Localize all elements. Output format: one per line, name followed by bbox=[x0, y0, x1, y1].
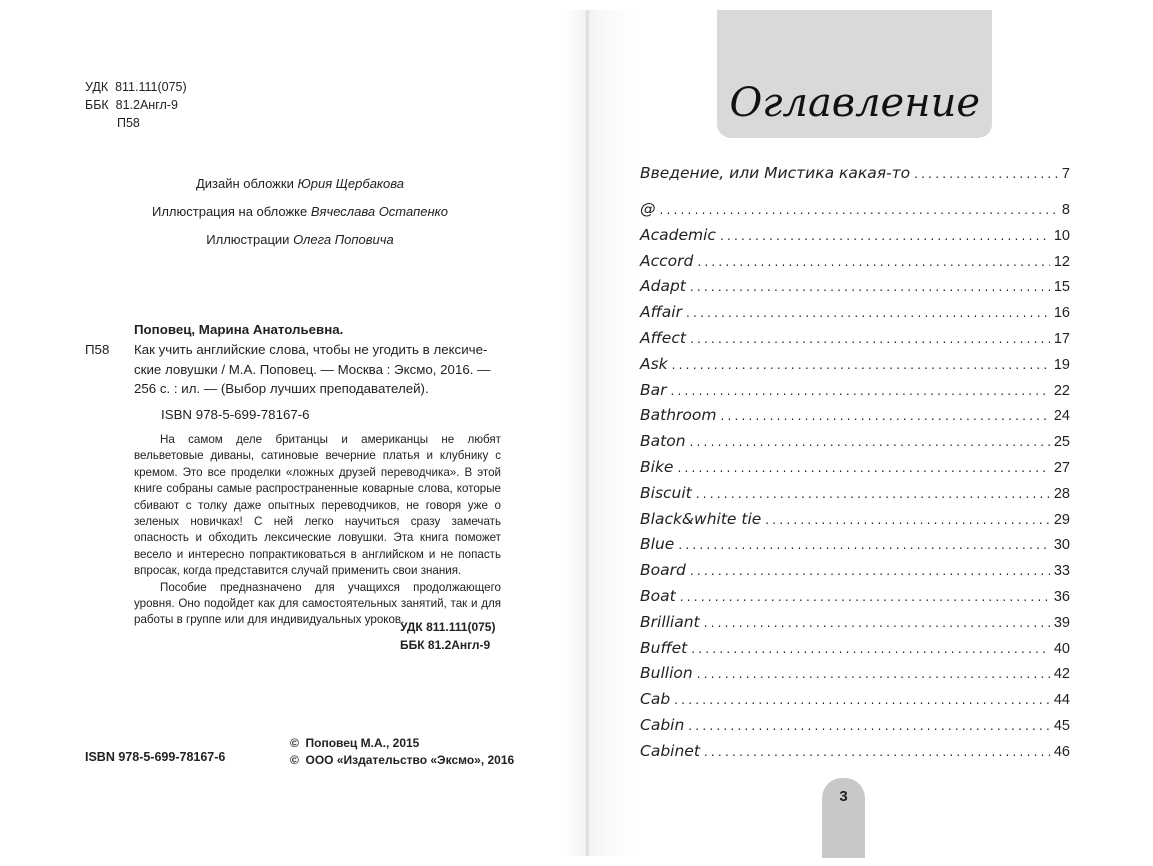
toc-entry-page: 36 bbox=[1053, 588, 1070, 605]
leader-dots bbox=[691, 642, 1050, 656]
credit-name: Вячеслава Остапенко bbox=[310, 204, 448, 219]
toc-entry-label: Academic bbox=[640, 225, 716, 244]
toc-entry-page: 28 bbox=[1053, 485, 1070, 502]
toc-entry-page: 46 bbox=[1053, 743, 1070, 760]
leader-dots bbox=[704, 616, 1050, 630]
toc-entry-label: Bathroom bbox=[640, 406, 717, 425]
credit-name: Юрия Щербакова bbox=[297, 176, 405, 191]
leader-dots bbox=[720, 409, 1049, 423]
toc-list bbox=[640, 200, 1070, 768]
leader-dots bbox=[765, 513, 1050, 527]
toc-entry-label: Boat bbox=[640, 586, 676, 605]
toc-entry-page: 33 bbox=[1053, 563, 1070, 580]
leader-dots bbox=[690, 564, 1050, 578]
credit-illustrations bbox=[100, 232, 500, 247]
toc-entry[interactable] bbox=[640, 535, 1070, 561]
toc-entry[interactable] bbox=[640, 226, 1070, 252]
annotation-paragraph: На самом деле британцы и американцы не любят вельветовые диваны, сатиновые вечерние платья и клубнику с кремом. Это все проделки «ложных друзей переводчика». В этой книге собраны самые распространенные коварные слова, которые сбивают с толку даже опытных переводчиков, не говоря уже о зеленых новичках! С ней легко научиться сразу замечать опасность и обходить лексические ловушки. Эта книга поможет весело и интересно попрактиковаться в английском и не попасть впросак, когда представится случай применить свои знания. bbox=[134, 433, 501, 578]
toc-entry-label: Buffet bbox=[640, 638, 688, 657]
bibliographic-record bbox=[134, 340, 490, 399]
leader-dots bbox=[690, 332, 1050, 346]
toc-entry[interactable] bbox=[640, 381, 1070, 407]
toc-entry-page: 8 bbox=[1061, 202, 1070, 218]
toc-entry[interactable] bbox=[640, 458, 1070, 484]
toc-entry[interactable] bbox=[640, 587, 1070, 613]
leader-dots bbox=[690, 280, 1050, 294]
toc-entry-page: 40 bbox=[1053, 640, 1070, 657]
toc-entry-label: Board bbox=[640, 561, 686, 580]
toc-entry[interactable] bbox=[640, 510, 1070, 536]
toc-entry-label: Adapt bbox=[640, 277, 686, 296]
toc-entry[interactable] bbox=[640, 164, 1070, 190]
title-banner bbox=[717, 10, 992, 138]
toc-entry[interactable] bbox=[640, 690, 1070, 716]
toc-entry-label: Accord bbox=[640, 251, 694, 270]
toc-entry-label: Affair bbox=[640, 303, 682, 322]
toc-entry[interactable] bbox=[640, 277, 1070, 303]
toc-entry-page: 45 bbox=[1053, 717, 1070, 734]
toc-entry-label: Baton bbox=[640, 432, 686, 451]
toc-entry-label: Cab bbox=[640, 690, 671, 709]
leader-dots bbox=[660, 203, 1058, 217]
toc-entry[interactable] bbox=[640, 252, 1070, 278]
toc-entry-page: 25 bbox=[1053, 434, 1070, 451]
credit-role: Дизайн обложки bbox=[195, 176, 294, 191]
leader-dots bbox=[696, 487, 1050, 501]
toc-entry-label: Biscuit bbox=[640, 483, 692, 502]
toc-entry-label: Blue bbox=[640, 535, 675, 554]
catalog-code-side: П58 bbox=[85, 342, 110, 357]
page-title: Оглавление bbox=[729, 80, 980, 126]
bibliographic-line: 256 с. : ил. — (Выбор лучших преподавателей). bbox=[134, 381, 429, 396]
toc-entry-label: Ask bbox=[640, 354, 668, 373]
author-name: Поповец, Марина Анатольевна. bbox=[134, 322, 344, 337]
toc-entry-page: 44 bbox=[1053, 692, 1070, 709]
toc-entry-label: Cabin bbox=[640, 715, 685, 734]
leader-dots bbox=[686, 306, 1050, 320]
page-number: 3 bbox=[839, 788, 848, 805]
toc-entry-label: Bar bbox=[640, 380, 667, 399]
credit-role: Иллюстрация на обложке bbox=[152, 204, 308, 219]
toc-entry[interactable] bbox=[640, 716, 1070, 742]
toc-entry-page: 10 bbox=[1053, 227, 1070, 244]
toc-entry[interactable] bbox=[640, 484, 1070, 510]
classification-bold bbox=[400, 618, 495, 654]
toc-entry[interactable] bbox=[640, 561, 1070, 587]
toc-entry-page: 12 bbox=[1053, 253, 1070, 270]
toc-entry[interactable] bbox=[640, 639, 1070, 665]
leader-dots bbox=[704, 745, 1050, 759]
toc-entry-page: 27 bbox=[1053, 459, 1070, 476]
toc-entry-label: Affect bbox=[640, 328, 686, 347]
toc-entry-page: 7 bbox=[1061, 166, 1070, 182]
catalog-code: П58 bbox=[117, 116, 140, 130]
toc-entry-label: Cabinet bbox=[640, 741, 700, 760]
credit-name: Олега Поповича bbox=[293, 232, 394, 247]
leader-dots bbox=[697, 667, 1050, 681]
leader-dots bbox=[680, 590, 1050, 604]
isbn-line: ISBN 978-5-699-78167-6 bbox=[161, 407, 310, 422]
toc-entry[interactable] bbox=[640, 200, 1070, 226]
toc-entry-page: 29 bbox=[1053, 511, 1070, 528]
bbk-code: ББК 81.2Англ-9 bbox=[85, 98, 178, 112]
leader-dots bbox=[678, 538, 1050, 552]
credit-cover-illustration bbox=[100, 204, 500, 219]
udk-bold: УДК 811.111(075) bbox=[400, 620, 496, 634]
leader-dots bbox=[697, 255, 1050, 269]
leader-dots bbox=[677, 461, 1049, 475]
copyright-line: © Поповец М.А., 2015 bbox=[290, 736, 420, 750]
udk-code: УДК 811.111(075) bbox=[85, 80, 187, 94]
isbn-bottom: ISBN 978-5-699-78167-6 bbox=[85, 750, 226, 764]
leader-dots bbox=[674, 693, 1050, 707]
bibliographic-line: ские ловушки / М.А. Поповец. — Москва : Эксмо, 2016. — bbox=[134, 361, 491, 377]
leader-dots bbox=[688, 719, 1050, 733]
credit-cover-design bbox=[100, 176, 500, 191]
annotation bbox=[134, 432, 501, 629]
bibliographic-line: Как учить английские слова, чтобы не угодить в лексиче- bbox=[134, 342, 488, 357]
leader-dots bbox=[671, 384, 1050, 398]
toc-entry[interactable] bbox=[640, 432, 1070, 458]
toc-entry-label: Bike bbox=[640, 457, 674, 476]
leader-dots bbox=[690, 435, 1050, 449]
toc-entry[interactable] bbox=[640, 355, 1070, 381]
toc-entry-page: 17 bbox=[1053, 330, 1070, 347]
toc-entry[interactable] bbox=[640, 613, 1070, 639]
book-gutter bbox=[566, 10, 636, 856]
leader-dots bbox=[672, 358, 1050, 372]
toc-entry-page: 24 bbox=[1053, 408, 1070, 425]
toc-entry[interactable] bbox=[640, 303, 1070, 329]
toc-entry[interactable] bbox=[640, 329, 1070, 355]
toc-entry-page: 15 bbox=[1053, 279, 1070, 296]
toc-entry[interactable] bbox=[640, 664, 1070, 690]
page-number-tab bbox=[822, 778, 865, 858]
toc-entry-label: Bullion bbox=[640, 664, 693, 683]
annotation-paragraph: Пособие предназначено для учащихся продолжающего уровня. Оно подойдет как для самостоятельных занятий, так и для работы в группе или для индивидуальных уроков. bbox=[134, 580, 501, 627]
leader-dots bbox=[720, 229, 1050, 243]
toc-entry-page: 19 bbox=[1053, 356, 1070, 373]
toc-entry-label: Введение, или Мистика какая-то bbox=[640, 164, 911, 182]
copyright-line: © ООО «Издательство «Эксмо», 2016 bbox=[290, 752, 515, 767]
toc-entry-page: 42 bbox=[1053, 666, 1070, 683]
toc-entry-page: 16 bbox=[1053, 305, 1070, 322]
toc-entry-label: @ bbox=[640, 200, 656, 218]
toc-entry-label: Brilliant bbox=[640, 612, 700, 631]
toc-entry-page: 22 bbox=[1053, 382, 1070, 399]
bbk-bold: ББК 81.2Англ-9 bbox=[400, 638, 491, 652]
toc-entry[interactable] bbox=[640, 742, 1070, 768]
toc-entry-page: 39 bbox=[1053, 614, 1070, 631]
toc-entry-page: 30 bbox=[1053, 537, 1070, 554]
classification-block bbox=[85, 78, 187, 132]
toc-entry-label: Black&white tie bbox=[640, 509, 762, 528]
leader-dots bbox=[914, 167, 1058, 181]
toc-entry[interactable] bbox=[640, 406, 1070, 432]
credit-role: Иллюстрации bbox=[206, 232, 290, 247]
copyright-block bbox=[290, 735, 514, 768]
toc-intro bbox=[640, 164, 1070, 190]
